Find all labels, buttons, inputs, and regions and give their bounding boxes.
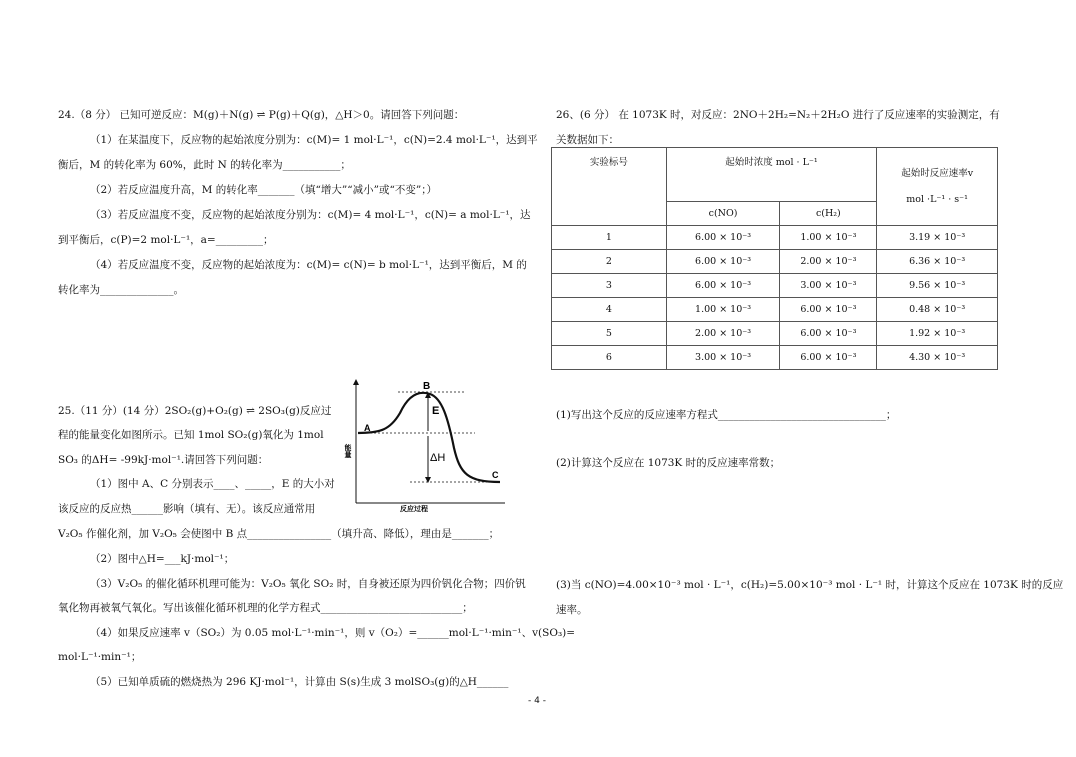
q24-line-4: （2）若反应温度升高，M 的转化率_______（填“增大”“减小”或“不变”；） [90,184,437,196]
q26-intro-line-2: 关数据如下： [556,134,619,146]
y-axis-label: 能量 [344,444,352,458]
cell-rate: 3.19 × 10⁻³ [877,226,998,250]
cell-c-h2: 6.00 × 10⁻³ [780,298,877,322]
q25-line-9: 氧化物再被氧气氧化。写出该催化循环机理的化学方程式___________________________； [58,602,473,614]
x-axis-label: 反应过程 [400,505,428,513]
cell-c-h2: 6.00 × 10⁻³ [780,322,877,346]
q24-line-6: 到平衡后，c(P)=2 mol·L⁻¹，a=_________； [58,234,274,246]
energy-diagram [344,378,510,513]
cell-c-no: 2.00 × 10⁻³ [666,322,780,346]
header-c-no: c(NO) [666,202,780,226]
cell-experiment-no: 1 [552,226,667,250]
q24-line-7: （4）若反应温度不变，反应物的起始浓度为：c(M)= c(N)= b mol·L⁻¹，达到平衡后，M 的 [90,259,527,271]
q26-sub-1: (1)写出这个反应的反应速率方程式________________________________； [556,409,897,421]
cell-rate: 1.92 × 10⁻³ [877,322,998,346]
cell-rate: 0.48 × 10⁻³ [877,298,998,322]
header-initial-concentration: 起始时浓度 mol · L⁻¹ [666,148,877,202]
label-e: E [432,405,440,417]
q25-line-8: （3）V₂O₅ 的催化循环机理可能为：V₂O₅ 氧化 SO₂ 时，自身被还原为四价钒化合物；四价钒 [90,578,526,590]
q26-sub-3-line-1: (3)当 c(NO)=4.00×10⁻³ mol · L⁻¹，c(H₂)=5.00×10⁻³ mol · L⁻¹ 时，计算这个反应在 1073K 时的反应 [556,579,1064,591]
q25-line-5: 该反应的反应热______影响（填有、无）。该反应通常用 [58,503,316,515]
cell-experiment-no: 3 [552,274,667,298]
q26-sub-2: (2)计算这个反应在 1073K 时的反应速率常数； [556,457,781,469]
reaction-curve [358,393,500,482]
cell-rate: 6.36 × 10⁻³ [877,250,998,274]
q25-line-3: SO₃ 的ΔH= -99kJ·mol⁻¹.请回答下列问题： [58,454,269,466]
label-c: C [492,470,499,480]
cell-experiment-no: 2 [552,250,667,274]
page-number: - 4 - [528,696,546,706]
header-initial-rate [877,148,998,226]
experiment-table [551,147,998,370]
table-row [552,250,998,274]
q26-intro-line-1: 26、(6 分） 在 1073K 时，对反应：2NO＋2H₂=N₂＋2H₂O 进行了反应速率的实验测定，有 [556,109,1000,121]
table-row [552,322,998,346]
header-c-h2: c(H₂) [780,202,877,226]
q25-line-4: （1）图中 A、C 分别表示____、_____，E 的大小对 [90,478,335,490]
table-row [552,226,998,250]
q25-line-10: （4）如果反应速率 v（SO₂）为 0.05 mol·L⁻¹·min⁻¹，则 v（O₂）=______mol·L⁻¹·min⁻¹、v(SO₃)= [90,627,576,639]
cell-rate: 4.30 × 10⁻³ [877,346,998,370]
q25-line-7: （2）图中△H=___kJ·mol⁻¹； [90,553,235,565]
cell-c-h2: 1.00 × 10⁻³ [780,226,877,250]
q25-line-2: 程的能量变化如图所示。已知 1mol SO₂(g)氧化为 1mol [58,429,324,441]
cell-experiment-no: 6 [552,346,667,370]
q24-line-3: 衡后，M 的转化率为 60%，此时 N 的转化率为___________； [58,159,351,171]
header-initial-rate-line-1: 起始时反应速率v [901,167,974,179]
q25-line-1: 25.（11 分）(14 分）2SO₂(g)+O₂(g) ⇌ 2SO₃(g)反应过 [58,405,332,417]
cell-c-h2: 6.00 × 10⁻³ [780,346,877,370]
label-a: A [364,423,371,433]
cell-c-no: 6.00 × 10⁻³ [666,226,780,250]
q25-line-6: V₂O₅ 作催化剂，加 V₂O₅ 会使图中 B 点________________（填升高、降低），理由是_______； [58,528,500,540]
label-dh: ΔH [430,452,446,464]
cell-experiment-no: 4 [552,298,667,322]
q24-line-5: （3）若反应温度不变，反应物的起始浓度分别为：c(M)= 4 mol·L⁻¹，c(N)= a mol·L⁻¹，达 [90,209,531,221]
cell-rate: 9.56 × 10⁻³ [877,274,998,298]
cell-experiment-no: 5 [552,322,667,346]
cell-c-h2: 3.00 × 10⁻³ [780,274,877,298]
label-b: B [423,381,431,392]
table-row [552,298,998,322]
q25-line-12: （5）已知单质硫的燃烧热为 296 KJ·mol⁻¹，计算由 S(s)生成 3 molSO₃(g)的△H______ [90,676,509,688]
q24-line-1: 24.（8 分） 已知可逆反应：M(g)＋N(g) ⇌ P(g)＋Q(g)，△H＞0。请回答下列问题： [58,109,465,121]
q26-sub-3-line-2: 速率。 [556,604,588,616]
cell-c-no: 6.00 × 10⁻³ [666,250,780,274]
cell-c-no: 3.00 × 10⁻³ [666,346,780,370]
header-initial-rate-line-2: mol ·L⁻¹ · s⁻¹ [906,193,968,205]
table-row [552,346,998,370]
q24-line-2: （1）在某温度下，反应物的起始浓度分别为：c(M)= 1 mol·L⁻¹，c(N)=2.4 mol·L⁻¹，达到平 [90,134,538,146]
table-row [552,274,998,298]
cell-c-h2: 2.00 × 10⁻³ [780,250,877,274]
q24-line-8: 转化率为______________。 [58,284,184,296]
q25-line-11: mol·L⁻¹·min⁻¹； [58,651,142,663]
cell-c-no: 1.00 × 10⁻³ [666,298,780,322]
header-experiment-no: 实验标号 [552,148,667,226]
cell-c-no: 6.00 × 10⁻³ [666,274,780,298]
